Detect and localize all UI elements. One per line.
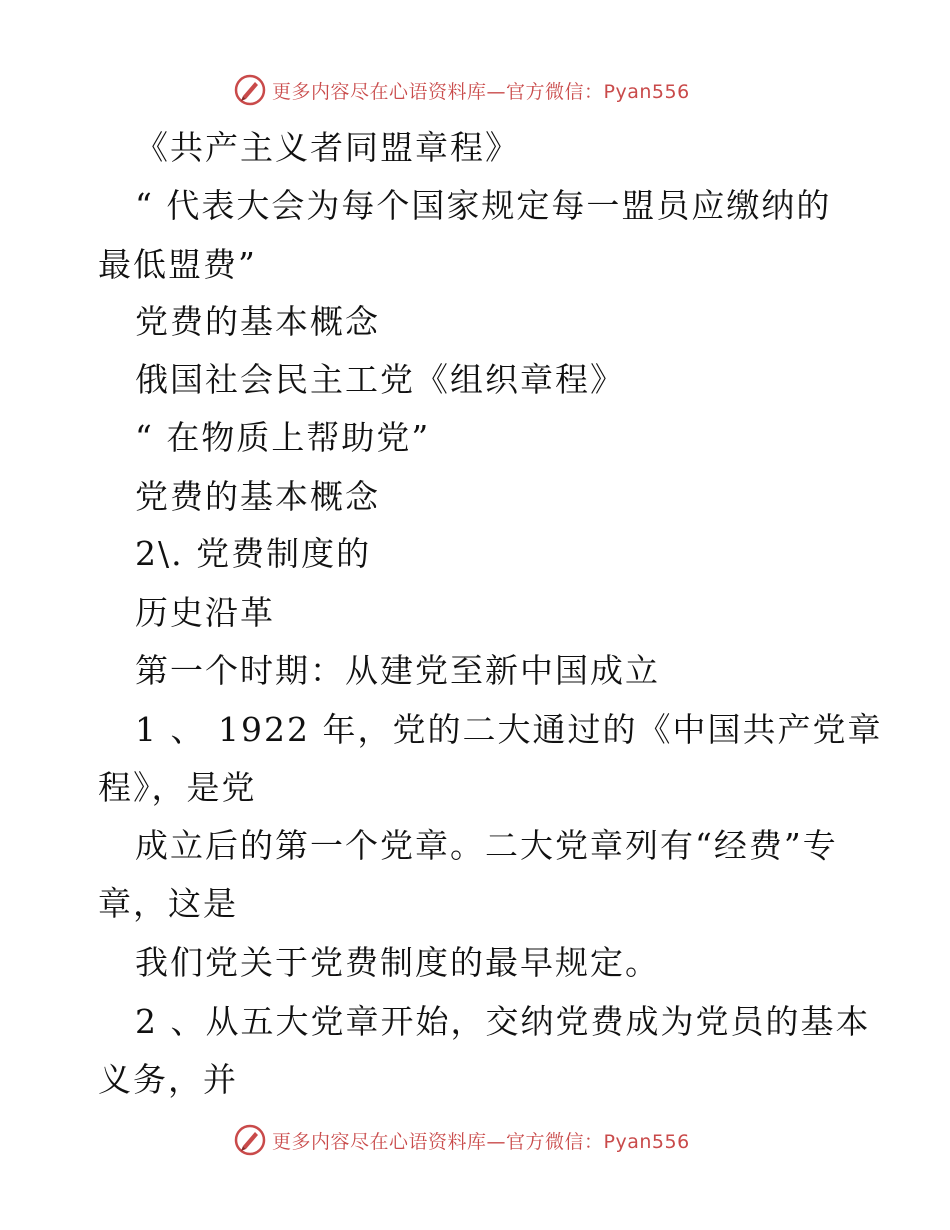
text-line: 第一个时期：从建党至新中国成立 xyxy=(135,651,660,690)
logo-icon xyxy=(234,74,266,106)
logo-icon xyxy=(234,1124,266,1156)
text-line: “ 在物质上帮助党” xyxy=(135,418,431,457)
text-line: 俄国社会民主工党《组织章程》 xyxy=(135,360,625,399)
text-line: 1 、 1922 年，党的二大通过的《中国共产党章 xyxy=(135,710,883,749)
text-line: 义务，并 xyxy=(98,1060,238,1099)
text-line: 程》，是党 xyxy=(98,768,257,807)
text-line: 党费的基本概念 xyxy=(135,302,380,341)
watermark-text: 更多内容尽在心语资料库—官方微信：Pyan556 xyxy=(272,80,690,103)
footer-watermark xyxy=(234,1122,690,1158)
text-line: 2 、从五大党章开始，交纳党费成为党员的基本 xyxy=(135,1002,871,1041)
header-watermark xyxy=(234,72,690,108)
text-line: 我们党关于党费制度的最早规定。 xyxy=(135,943,660,982)
text-line: 2\. 党费制度的 xyxy=(135,534,372,573)
text-line: 《共产主义者同盟章程》 xyxy=(135,128,520,167)
text-line: 成立后的第一个党章。二大党章列有“经费”专 xyxy=(135,826,838,865)
watermark-text: 更多内容尽在心语资料库—官方微信：Pyan556 xyxy=(272,1130,690,1153)
text-line: 党费的基本概念 xyxy=(135,477,380,516)
text-line: 章，这是 xyxy=(98,884,238,923)
text-line: “ 代表大会为每个国家规定每一盟员应缴纳的 xyxy=(135,186,832,225)
text-line: 最低盟费” xyxy=(98,245,257,284)
text-line: 历史沿革 xyxy=(135,593,275,632)
